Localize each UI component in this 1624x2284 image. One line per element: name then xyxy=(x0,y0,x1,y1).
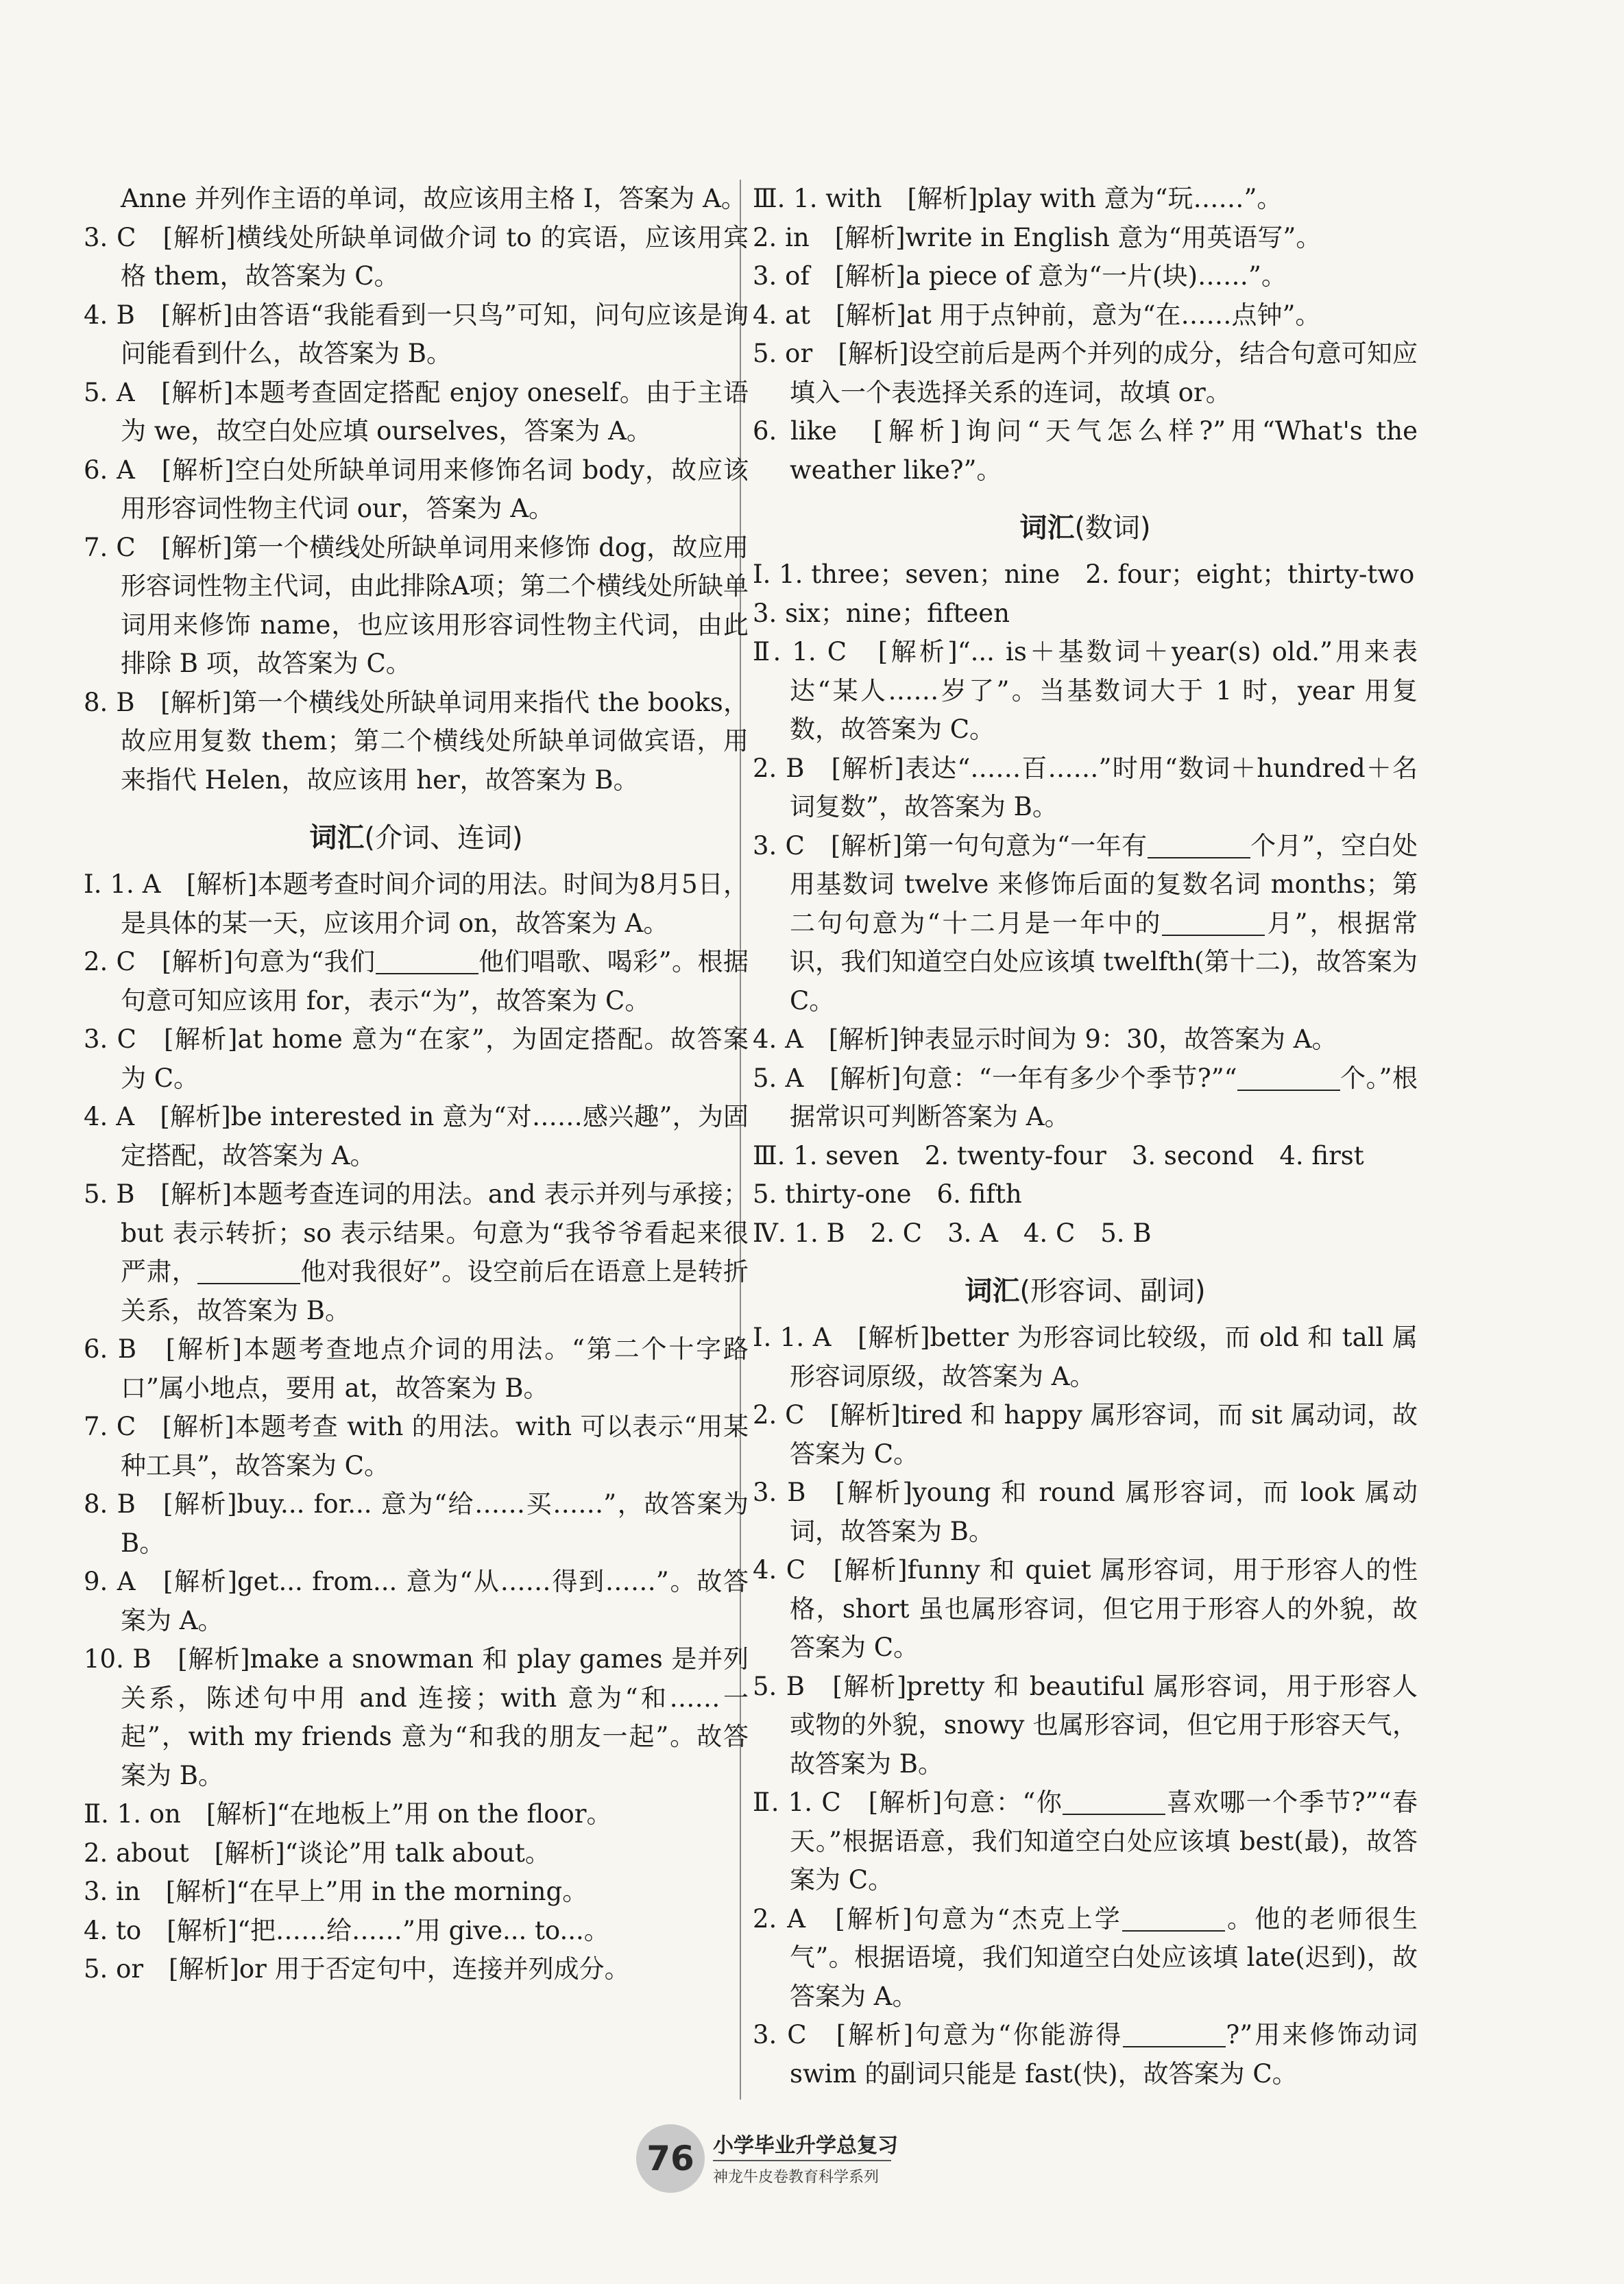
answer-item: Ⅲ. 1. with [解析]play with 意为“玩……”。 xyxy=(753,184,1283,213)
series-subtitle: 神龙牛皮卷教育科学系列 xyxy=(713,2169,880,2186)
answer-item: 2. C [解析]句意为“我们 他们唱歌、喝彩”。根据句意可知应该用 for，表示“为”，故答案为 C。 xyxy=(84,947,749,1015)
answer-item: 5. B [解析]pretty 和 beautiful 属形容词，用于形容人或物的外貌，snowy 也属形容词，但它用于形容天气，故答案为 B。 xyxy=(753,1671,1418,1779)
answer-item: 2. B [解析]表达“……百……”时用“数词＋hundred＋名词复数”，故答案为 B。 xyxy=(753,753,1418,821)
answer-item: 4. at [解析]at 用于点钟前，意为“在……点钟”。 xyxy=(753,300,1321,330)
answer-item: Ⅱ. 1. C [解析]“... is＋基数词＋year(s) old.”用来表达“某人……岁了”。当基数词大于 1 时，year 用复数，故答案为 C。 xyxy=(753,637,1418,744)
left-column xyxy=(84,180,749,1989)
fill-blank xyxy=(1162,910,1265,936)
answer-item: 4. A [解析]钟表显示时间为 9：30，故答案为 A。 xyxy=(753,1024,1337,1054)
answer-item: 4. B [解析]由答语“我能看到一只鸟”可知，问句应该是询问能看到什么，故答案为 B。 xyxy=(84,300,749,368)
answer-item: Ⅱ. 1. C [解析]句意：“你 喜欢哪一个季节?”“春天。”根据语意，我们知道空白处应该填 best(最)，故答案为 C。 xyxy=(753,1788,1418,1895)
answer-item: Ⅲ. 1. seven 2. twenty-four 3. second 4. first xyxy=(753,1140,1364,1170)
section-heading-numerals: 词汇(数词) xyxy=(1019,512,1151,544)
right-column xyxy=(753,180,1418,2093)
answer-item: 8. B [解析]buy... for... 意为“给……买……”，故答案为 B。 xyxy=(84,1489,749,1558)
section-heading-adjectives: 词汇(形容词、副词) xyxy=(965,1275,1206,1307)
answer-item: 5. or [解析]设空前后是两个并列的成分，结合句意可知应填入一个表选择关系的连词，故填 or。 xyxy=(753,339,1418,407)
answer-item: 5. or [解析]or 用于否定句中，连接并列成分。 xyxy=(84,1954,630,1984)
answer-item: 6. A [解析]空白处所缺单词用来修饰名词 body，故应该用形容词性物主代词 our，答案为 A。 xyxy=(84,455,749,523)
answer-item: 10. B [解析]make a snowman 和 play games 是并列关系，陈述句中用 and 连接；with 意为“和……一起”，with my friends 意为“和我的朋友一起”。故答案为 B。 xyxy=(84,1644,749,1790)
answer-item: 3. C [解析]第一句句意为“一年有 个月”，空白处用基数词 twelve 来修饰后面的复数名词 months；第二句句意为“十二月是一年中的 月”，根据常识，我们知道空白处应该填 twelfth(第十二)，故答案为 C。 xyxy=(753,830,1418,1015)
section-heading-prepositions: 词汇(介词、连词) xyxy=(309,822,523,854)
fill-blank xyxy=(376,948,478,974)
fill-blank xyxy=(197,1258,300,1284)
answer-item: 2. about [解析]“谈论”用 talk about。 xyxy=(84,1838,550,1868)
answer-item: 2. A [解析]句意为“杰克上学 。他的老师很生气”。根据语境，我们知道空白处应该填 late(迟到)，故答案为 A。 xyxy=(753,1903,1418,2011)
answer-item: 2. C [解析]tired 和 happy 属形容词，而 sit 属动词，故答案为 C。 xyxy=(753,1400,1418,1469)
fill-blank xyxy=(1063,1789,1165,1815)
answer-item: Ⅱ. 1. on [解析]“在地板上”用 on the floor。 xyxy=(84,1799,612,1829)
answer-item: 5. B [解析]本题考查连词的用法。and 表示并列与承接；but 表示转折；so 表示结果。句意为“我爷爷看起来很严肃， 他对我很好”。设空前后在语意上是转折关系，故答案为 B。 xyxy=(84,1179,749,1325)
answer-item: 3. B [解析]young 和 round 属形容词，而 look 属动词，故答案为 B。 xyxy=(753,1478,1418,1546)
answer-item: 4. C [解析]funny 和 quiet 属形容词，用于形容人的性格，short 虽也属形容词，但它用于形容人的外貌，故答案为 C。 xyxy=(753,1555,1418,1662)
answer-item: 3. C [解析]横线处所缺单词做介词 to 的宾语，应该用宾格 them，故答案为 C。 xyxy=(84,222,749,291)
footer-divider xyxy=(713,2160,891,2161)
answer-item: 3. in [解析]“在早上”用 in the morning。 xyxy=(84,1877,588,1906)
answer-item: 4. A [解析]be interested in 意为“对……感兴趣”，为固定搭配，故答案为 A。 xyxy=(84,1102,749,1170)
answer-item: 5. thirty-one 6. fifth xyxy=(753,1179,1022,1209)
answer-item: 9. A [解析]get... from... 意为“从……得到……”。故答案为 A。 xyxy=(84,1567,749,1635)
answer-item: 5. A [解析]本题考查固定搭配 enjoy oneself。由于主语为 we，故空白处应填 ourselves，答案为 A。 xyxy=(84,377,749,446)
answer-item: 4. to [解析]“把……给……”用 give... to...。 xyxy=(84,1915,609,1945)
answer-item: 2. in [解析]write in English 意为“用英语写”。 xyxy=(753,222,1322,252)
page-number: 76 xyxy=(636,2124,705,2193)
answer-item: Anne 并列作主语的单词，故应该用主格 I，答案为 A。 xyxy=(121,184,747,213)
answer-item: 3. six；nine；fifteen xyxy=(753,598,1010,628)
series-title: 小学毕业升学总复习 xyxy=(713,2134,898,2158)
answer-item: 6. like [解析]询问“天气怎么样?”用“What's the weather like?”。 xyxy=(753,416,1418,485)
answer-item: 7. C [解析]本题考查 with 的用法。with 可以表示“用某种工具”，故答案为 C。 xyxy=(84,1412,749,1480)
answer-item: Ⅳ. 1. B 2. C 3. A 4. C 5. B xyxy=(753,1218,1152,1248)
fill-blank xyxy=(1123,2021,1226,2047)
answer-item: 3. C [解析]at home 意为“在家”，为固定搭配。故答案为 C。 xyxy=(84,1024,749,1093)
fill-blank xyxy=(1122,1906,1225,1932)
answer-item: 5. A [解析]句意：“一年有多少个季节?”“ 个。”根据常识可判断答案为 A。 xyxy=(753,1063,1418,1131)
fill-blank xyxy=(1237,1065,1340,1091)
fill-blank xyxy=(1148,832,1250,858)
answer-item: 7. C [解析]第一个横线处所缺单词用来修饰 dog，故应用形容词性物主代词，由此排除A项；第二个横线处所缺单词用来修饰 name，也应该用形容词性物主代词，由此排除 B 项，故答案为 C。 xyxy=(84,532,749,678)
answer-item: Ⅰ. 1. three；seven；nine 2. four；eight；thirty-two xyxy=(753,560,1415,589)
answer-item: Ⅰ. 1. A [解析]better 为形容词比较级，而 old 和 tall 属形容词原级，故答案为 A。 xyxy=(753,1323,1418,1391)
answer-item: 3. of [解析]a piece of 意为“一片(块)……”。 xyxy=(753,261,1287,291)
page-footer xyxy=(0,2120,1624,2202)
answer-item: Ⅰ. 1. A [解析]本题考查时间介词的用法。时间为8月5日，是具体的某一天，应该用介词 on，故答案为 A。 xyxy=(84,869,749,938)
answer-item: 3. C [解析]句意为“你能游得 ?”用来修饰动词 swim 的副词只能是 fast(快)，故答案为 C。 xyxy=(753,2020,1418,2089)
answer-item: 8. B [解析]第一个横线处所缺单词用来指代 the books，故应用复数 them；第二个横线处所缺单词做宾语，用来指代 Helen，故应该用 her，故答案为 B。 xyxy=(84,687,749,795)
answer-item: 6. B [解析]本题考查地点介词的用法。“第二个十字路口”属小地点，要用 at，故答案为 B。 xyxy=(84,1334,749,1403)
